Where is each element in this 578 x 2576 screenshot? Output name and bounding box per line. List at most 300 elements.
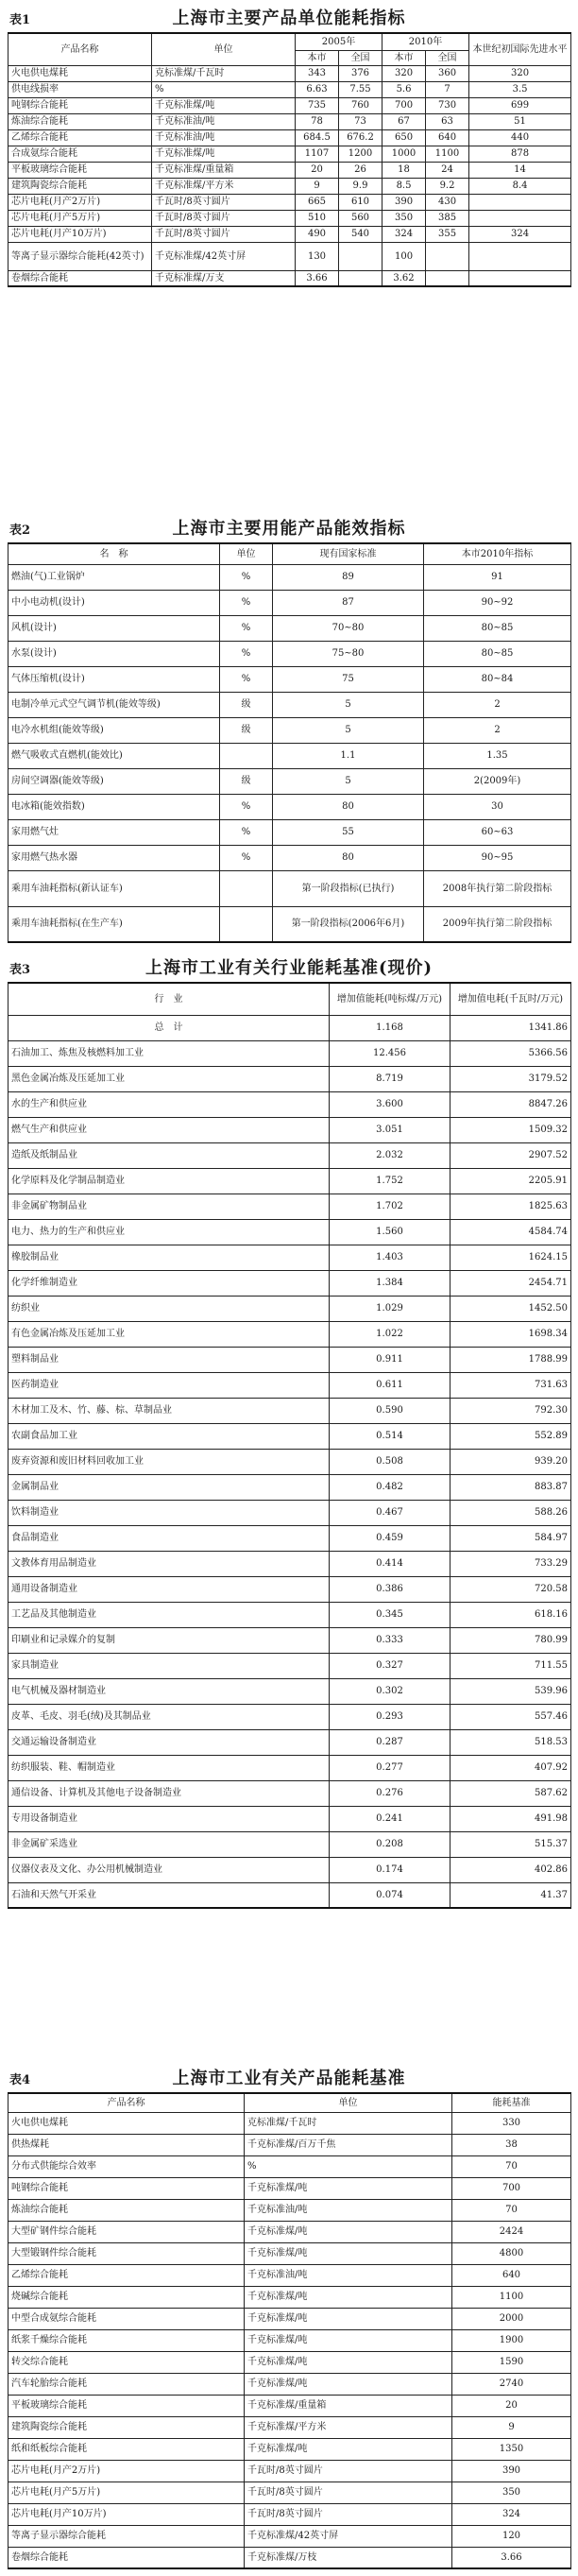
table1-section — [4, 0, 574, 287]
t3-cell-col2: 618.16 — [450, 1602, 571, 1627]
t2-cell-col3: 80~85 — [424, 641, 571, 666]
t4-cell-col1: 千克标准煤/万枝 — [245, 2547, 452, 2568]
t4-cell-col1: 千克标准煤/42英寸屏 — [245, 2525, 452, 2547]
t1-row — [8, 162, 571, 178]
t1-row — [8, 113, 571, 129]
t3-row — [8, 1831, 571, 1857]
t2-cell-col1: % — [220, 845, 273, 870]
t3-row — [8, 1347, 571, 1372]
t3-cell-col0: 橡胶制品业 — [8, 1245, 330, 1270]
t3-cell-col2: 711.55 — [450, 1653, 571, 1678]
t3-row — [8, 1117, 571, 1142]
t1-row — [8, 270, 571, 286]
t4-cell-col0: 分布式供能综合效率 — [8, 2155, 245, 2177]
t3-cell-col0: 塑料制品业 — [8, 1347, 330, 1372]
t1-cell-col1: 千克标准煤/万支 — [152, 270, 296, 286]
t3-cell-col0: 纺织业 — [8, 1296, 330, 1321]
t4-cell-col0: 汽车轮胎综合能耗 — [8, 2373, 245, 2395]
t3-cell-col0: 农副食品加工业 — [8, 1423, 330, 1449]
t2-cell-col2: 87 — [273, 590, 424, 615]
t4-cell-col1: 千克标准煤/吨 — [245, 2308, 452, 2329]
t1-cell-col0: 合成氨综合能耗 — [8, 146, 152, 162]
t3-cell-col2: 792.30 — [450, 1398, 571, 1423]
t1-cell-col0: 芯片电耗(月产2万片) — [8, 194, 152, 210]
t4-cell-col0: 烧碱综合能耗 — [8, 2286, 245, 2308]
t1-cell-col4: 390 — [382, 194, 426, 210]
t4-cell-col0: 芯片电耗(月产10万片) — [8, 2503, 245, 2525]
table1 — [8, 32, 571, 287]
t3-cell-col0: 化学纤维制造业 — [8, 1270, 330, 1296]
t1-cell-col3: 9.9 — [339, 178, 382, 194]
t4-row — [8, 2199, 571, 2221]
t1-cell-col4: 100 — [382, 242, 426, 270]
t3-cell-col0: 仪器仪表及文化、办公用机械制造业 — [8, 1857, 330, 1882]
t3-cell-col2: 3179.52 — [450, 1066, 571, 1091]
t4-cell-col1: 克标准煤/千瓦时 — [245, 2112, 452, 2134]
t1-cell-col6: 14 — [469, 162, 571, 178]
t1-cell-col3: 560 — [339, 210, 382, 226]
table3-body — [8, 1015, 571, 1908]
t3-cell-col0: 电力、热力的生产和供应业 — [8, 1219, 330, 1245]
t1-row — [8, 226, 571, 242]
t1-cell-col6 — [469, 194, 571, 210]
t1-cell-col1: 千瓦时/8英寸圆片 — [152, 194, 296, 210]
t4-cell-col2: 2424 — [452, 2221, 571, 2242]
t4-cell-col2: 120 — [452, 2525, 571, 2547]
t3-cell-col1: 0.386 — [330, 1576, 450, 1602]
t3-cell-col0: 皮革、毛皮、羽毛(绒)及其制品业 — [8, 1704, 330, 1729]
t2-row — [8, 641, 571, 666]
t2-cell-col3: 1.35 — [424, 743, 571, 768]
t3-cell-col2: 731.63 — [450, 1372, 571, 1398]
t1-header-2005: 2005年 — [296, 33, 382, 50]
table1-body — [8, 65, 571, 286]
t2-row — [8, 768, 571, 794]
t4-cell-col1: 千克标准煤/百万千焦 — [245, 2134, 452, 2155]
table1-title: 上海市主要产品单位能耗指标 — [172, 9, 406, 28]
t1-cell-col6: 699 — [469, 97, 571, 113]
t1-cell-col3 — [339, 270, 382, 286]
t3-row — [8, 1525, 571, 1551]
t3-cell-col0: 医药制造业 — [8, 1372, 330, 1398]
t4-row — [8, 2177, 571, 2199]
t1-cell-col2: 9 — [296, 178, 339, 194]
t4-cell-col2: 70 — [452, 2155, 571, 2177]
t3-row — [8, 1091, 571, 1117]
t3-cell-col2: 407.92 — [450, 1755, 571, 1780]
t1-cell-col0: 芯片电耗(月产5万片) — [8, 210, 152, 226]
t2-cell-col2: 第一阶段指标(已执行) — [273, 870, 424, 906]
t2-cell-col0: 电冷水机组(能效等级) — [8, 717, 220, 743]
t4-cell-col2: 640 — [452, 2264, 571, 2286]
t4-cell-col0: 转交综合能耗 — [8, 2351, 245, 2373]
t2-cell-col0: 乘用车油耗指标(在生产车) — [8, 906, 220, 942]
t2-cell-col2: 5 — [273, 692, 424, 717]
t2-cell-col2: 80 — [273, 845, 424, 870]
table4-body — [8, 2112, 571, 2568]
t4-cell-col2: 330 — [452, 2112, 571, 2134]
t1-cell-col6: 324 — [469, 226, 571, 242]
t3-row — [8, 1576, 571, 1602]
t4-cell-col2: 1350 — [452, 2438, 571, 2460]
t3-cell-col1: 1.560 — [330, 1219, 450, 1245]
t3-cell-col1: 0.482 — [330, 1474, 450, 1500]
t4-cell-col2: 2740 — [452, 2373, 571, 2395]
t2-cell-col1: % — [220, 794, 273, 819]
t3-cell-col1: 0.208 — [330, 1831, 450, 1857]
t1-cell-col6 — [469, 210, 571, 226]
t1-header-advanced: 本世纪初国际先进水平 — [469, 33, 571, 65]
t4-cell-col0: 吨钢综合能耗 — [8, 2177, 245, 2199]
t4-cell-col2: 9 — [452, 2416, 571, 2438]
t1-row — [8, 210, 571, 226]
t3-cell-col0: 化学原料及化学制品制造业 — [8, 1168, 330, 1194]
t1-cell-col5: 7 — [426, 81, 469, 97]
t3-cell-col1: 0.276 — [330, 1780, 450, 1806]
t2-row — [8, 794, 571, 819]
t3-cell-col1: 1.168 — [330, 1015, 450, 1040]
t3-cell-col1: 0.293 — [330, 1704, 450, 1729]
t1-header-unit: 单位 — [152, 33, 296, 65]
t4-row — [8, 2482, 571, 2503]
t1-cell-col4: 1000 — [382, 146, 426, 162]
t1-cell-col6: 51 — [469, 113, 571, 129]
t3-row — [8, 1474, 571, 1500]
t3-cell-col0: 印刷业和记录媒介的复制 — [8, 1627, 330, 1653]
t1-cell-col5 — [426, 270, 469, 286]
t3-cell-col1: 0.414 — [330, 1551, 450, 1576]
t1-cell-col1: 千瓦时/8英寸圆片 — [152, 226, 296, 242]
t3-cell-col2: 2205.91 — [450, 1168, 571, 1194]
t4-cell-col1: 千瓦时/8英寸圆片 — [245, 2460, 452, 2482]
t4-cell-col0: 大型锻钢件综合能耗 — [8, 2242, 245, 2264]
t4-row — [8, 2221, 571, 2242]
t3-cell-col0: 燃气生产和供应业 — [8, 1117, 330, 1142]
t3-cell-col0: 石油和天然气开采业 — [8, 1882, 330, 1908]
t3-cell-col0: 废弃资源和废旧材料回收加工业 — [8, 1449, 330, 1474]
table4-section — [4, 2060, 574, 2569]
t3-cell-col1: 8.719 — [330, 1066, 450, 1091]
t1-header-2010: 2010年 — [382, 33, 469, 50]
t4-cell-col0: 平板玻璃综合能耗 — [8, 2395, 245, 2416]
t3-cell-col0: 通信设备、计算机及其他电子设备制造业 — [8, 1780, 330, 1806]
t2-cell-col3: 2008年执行第二阶段指标 — [424, 870, 571, 906]
t1-cell-col5: 360 — [426, 65, 469, 81]
t2-row — [8, 870, 571, 906]
t1-cell-col4: 5.6 — [382, 81, 426, 97]
t1-row — [8, 65, 571, 81]
t3-row — [8, 1602, 571, 1627]
table2-title-row — [4, 510, 574, 542]
t1-cell-col4: 350 — [382, 210, 426, 226]
t3-cell-col2: 587.62 — [450, 1780, 571, 1806]
t2-cell-col1: 级 — [220, 692, 273, 717]
t4-cell-col0: 芯片电耗(月产5万片) — [8, 2482, 245, 2503]
t2-cell-col0: 燃气吸收式直燃机(能效比) — [8, 743, 220, 768]
t3-cell-col0: 总 计 — [8, 1015, 330, 1040]
t4-cell-col2: 70 — [452, 2199, 571, 2221]
t2-row — [8, 717, 571, 743]
t4-cell-col2: 1590 — [452, 2351, 571, 2373]
t4-cell-col2: 390 — [452, 2460, 571, 2482]
t1-cell-col0: 等离子显示器综合能耗(42英寸) — [8, 242, 152, 270]
t1-cell-col1: 千克标准煤/吨 — [152, 146, 296, 162]
table3-number: 表3 — [9, 963, 31, 977]
t1-cell-col5: 355 — [426, 226, 469, 242]
t1-cell-col1: 千克标准煤/平方米 — [152, 178, 296, 194]
t2-cell-col0: 风机(设计) — [8, 615, 220, 641]
t3-cell-col1: 0.590 — [330, 1398, 450, 1423]
t4-row — [8, 2503, 571, 2525]
t3-cell-col1: 1.403 — [330, 1245, 450, 1270]
t1-cell-col0: 吨钢综合能耗 — [8, 97, 152, 113]
t1-header-name: 产品名称 — [8, 33, 152, 65]
t4-cell-col1: 千克标准煤/平方米 — [245, 2416, 452, 2438]
t1-cell-col3: 26 — [339, 162, 382, 178]
t1-cell-col6 — [469, 270, 571, 286]
t1-cell-col6: 3.5 — [469, 81, 571, 97]
t3-header-energy: 增加值能耗(吨标煤/万元) — [330, 983, 450, 1015]
t2-cell-col0: 气体压缩机(设计) — [8, 666, 220, 692]
t1-cell-col1: 千克标准油/吨 — [152, 113, 296, 129]
t3-cell-col1: 0.459 — [330, 1525, 450, 1551]
t3-cell-col0: 交通运输设备制造业 — [8, 1729, 330, 1755]
t3-cell-col2: 552.89 — [450, 1423, 571, 1449]
t3-cell-col1: 12.456 — [330, 1040, 450, 1066]
t4-cell-col1: 千克标准煤/重量箱 — [245, 2395, 452, 2416]
t3-cell-col2: 1509.32 — [450, 1117, 571, 1142]
t3-row — [8, 1500, 571, 1525]
t1-cell-col5: 1100 — [426, 146, 469, 162]
t3-row — [8, 1729, 571, 1755]
t1-cell-col1: 千克标准煤/42英寸屏 — [152, 242, 296, 270]
t4-cell-col2: 4800 — [452, 2242, 571, 2264]
t4-row — [8, 2242, 571, 2264]
t2-cell-col1: % — [220, 615, 273, 641]
t2-row — [8, 819, 571, 845]
t4-row — [8, 2155, 571, 2177]
t3-row — [8, 1423, 571, 1449]
t1-cell-col3: 540 — [339, 226, 382, 242]
t2-cell-col0: 乘用车油耗指标(新认证车) — [8, 870, 220, 906]
t1-cell-col3: 676.2 — [339, 129, 382, 146]
t1-cell-col6: 8.4 — [469, 178, 571, 194]
t3-row — [8, 1194, 571, 1219]
t3-cell-col2: 588.26 — [450, 1500, 571, 1525]
t4-cell-col0: 纸和纸板综合能耗 — [8, 2438, 245, 2460]
t2-cell-col2: 5 — [273, 717, 424, 743]
t1-cell-col1: 千克标准油/吨 — [152, 129, 296, 146]
t3-row — [8, 1678, 571, 1704]
t4-cell-col2: 2000 — [452, 2308, 571, 2329]
t1-cell-col3: 760 — [339, 97, 382, 113]
t4-header-unit: 单位 — [245, 2093, 452, 2112]
t1-cell-col0: 乙烯综合能耗 — [8, 129, 152, 146]
t1-cell-col2: 3.66 — [296, 270, 339, 286]
t1-cell-col0: 平板玻璃综合能耗 — [8, 162, 152, 178]
t1-cell-col0: 炼油综合能耗 — [8, 113, 152, 129]
t3-cell-col0: 纺织服装、鞋、帽制造业 — [8, 1755, 330, 1780]
t2-cell-col1: % — [220, 819, 273, 845]
t3-cell-col1: 0.287 — [330, 1729, 450, 1755]
t1-cell-col5: 730 — [426, 97, 469, 113]
t4-cell-col0: 炼油综合能耗 — [8, 2199, 245, 2221]
t2-cell-col2: 75~80 — [273, 641, 424, 666]
t1-cell-col6: 440 — [469, 129, 571, 146]
t2-cell-col2: 第一阶段指标(2006年6月) — [273, 906, 424, 942]
t1-cell-col0: 卷烟综合能耗 — [8, 270, 152, 286]
t3-row — [8, 1372, 571, 1398]
table2-title: 上海市主要用能产品能效指标 — [172, 519, 406, 539]
t2-cell-col3: 91 — [424, 564, 571, 590]
t3-cell-col0: 工艺品及其他制造业 — [8, 1602, 330, 1627]
t3-cell-col2: 518.53 — [450, 1729, 571, 1755]
t3-row — [8, 1168, 571, 1194]
t3-cell-col2: 733.29 — [450, 1551, 571, 1576]
t3-cell-col0: 木材加工及木、竹、藤、棕、草制品业 — [8, 1398, 330, 1423]
t2-cell-col3: 80~84 — [424, 666, 571, 692]
t2-row — [8, 615, 571, 641]
t2-row — [8, 666, 571, 692]
t4-cell-col2: 700 — [452, 2177, 571, 2199]
t1-cell-col6: 878 — [469, 146, 571, 162]
t1-cell-col2: 1107 — [296, 146, 339, 162]
t2-cell-col2: 5 — [273, 768, 424, 794]
t3-row — [8, 1296, 571, 1321]
t3-cell-col1: 0.277 — [330, 1755, 450, 1780]
t1-cell-col4: 67 — [382, 113, 426, 129]
t3-cell-col2: 1825.63 — [450, 1194, 571, 1219]
t1-cell-col5: 63 — [426, 113, 469, 129]
t2-header-national: 现有国家标准 — [273, 543, 424, 564]
t2-cell-col3: 2(2009年) — [424, 768, 571, 794]
t1-cell-col1: 千克标准煤/吨 — [152, 97, 296, 113]
t2-cell-col3: 30 — [424, 794, 571, 819]
t1-cell-col2: 684.5 — [296, 129, 339, 146]
t3-row — [8, 1704, 571, 1729]
t4-row — [8, 2329, 571, 2351]
t1-row — [8, 194, 571, 210]
t3-cell-col2: 491.98 — [450, 1806, 571, 1831]
t1-cell-col2: 6.63 — [296, 81, 339, 97]
t1-header-2005-city: 本市 — [296, 50, 339, 65]
t3-row — [8, 1398, 571, 1423]
t3-cell-col2: 2907.52 — [450, 1142, 571, 1168]
t4-cell-col0: 火电供电煤耗 — [8, 2112, 245, 2134]
t4-cell-col1: 千克标准煤/吨 — [245, 2438, 452, 2460]
t4-cell-col2: 3.66 — [452, 2547, 571, 2568]
t2-cell-col3: 60~63 — [424, 819, 571, 845]
t1-cell-col3: 73 — [339, 113, 382, 129]
t3-row — [8, 1015, 571, 1040]
t1-cell-col2: 510 — [296, 210, 339, 226]
t3-cell-col1: 0.241 — [330, 1806, 450, 1831]
t1-cell-col2: 20 — [296, 162, 339, 178]
t2-cell-col2: 75 — [273, 666, 424, 692]
t4-cell-col2: 350 — [452, 2482, 571, 2503]
t4-row — [8, 2134, 571, 2155]
t3-row — [8, 1142, 571, 1168]
t2-cell-col2: 70~80 — [273, 615, 424, 641]
t2-cell-col1: % — [220, 641, 273, 666]
t3-row — [8, 1449, 571, 1474]
t3-cell-col2: 5366.56 — [450, 1040, 571, 1066]
t2-cell-col3: 80~85 — [424, 615, 571, 641]
t3-cell-col0: 非金属矿物制品业 — [8, 1194, 330, 1219]
t1-cell-col2: 343 — [296, 65, 339, 81]
t2-cell-col2: 80 — [273, 794, 424, 819]
t1-cell-col5: 640 — [426, 129, 469, 146]
t4-cell-col2: 38 — [452, 2134, 571, 2155]
table3-title: 上海市工业有关行业能耗基准(现价) — [144, 958, 434, 978]
t1-cell-col2: 78 — [296, 113, 339, 129]
t2-cell-col1 — [220, 906, 273, 942]
t3-row — [8, 1270, 571, 1296]
t3-cell-col0: 石油加工、炼焦及核燃料加工业 — [8, 1040, 330, 1066]
t2-row — [8, 692, 571, 717]
t3-cell-col2: 402.86 — [450, 1857, 571, 1882]
t2-cell-col1: % — [220, 590, 273, 615]
t4-row — [8, 2395, 571, 2416]
t3-header-industry: 行 业 — [8, 983, 330, 1015]
t1-row — [8, 178, 571, 194]
t3-cell-col1: 3.051 — [330, 1117, 450, 1142]
t3-cell-col0: 饮料制造业 — [8, 1500, 330, 1525]
t1-cell-col4: 3.62 — [382, 270, 426, 286]
table4 — [8, 2092, 571, 2569]
t4-cell-col0: 建筑陶瓷综合能耗 — [8, 2416, 245, 2438]
t1-cell-col4: 324 — [382, 226, 426, 242]
table1-number: 表1 — [9, 13, 31, 27]
t2-cell-col2: 1.1 — [273, 743, 424, 768]
t2-cell-col1: 级 — [220, 717, 273, 743]
t2-cell-col0: 房间空调器(能效等级) — [8, 768, 220, 794]
t3-row — [8, 1755, 571, 1780]
table2-section — [4, 510, 574, 943]
t1-cell-col1: 千瓦时/8英寸圆片 — [152, 210, 296, 226]
t1-cell-col4: 8.5 — [382, 178, 426, 194]
t4-cell-col0: 卷烟综合能耗 — [8, 2547, 245, 2568]
t3-cell-col0: 非金属矿采选业 — [8, 1831, 330, 1857]
t4-row — [8, 2264, 571, 2286]
t1-cell-col0: 火电供电煤耗 — [8, 65, 152, 81]
t1-cell-col0: 供电线损率 — [8, 81, 152, 97]
t2-cell-col0: 家用燃气热水器 — [8, 845, 220, 870]
t3-cell-col1: 0.345 — [330, 1602, 450, 1627]
t3-row — [8, 1627, 571, 1653]
t3-row — [8, 1321, 571, 1347]
t4-row — [8, 2416, 571, 2438]
t4-row — [8, 2373, 571, 2395]
t3-cell-col2: 539.96 — [450, 1678, 571, 1704]
t3-row — [8, 1040, 571, 1066]
t2-header-unit: 单位 — [220, 543, 273, 564]
t2-cell-col3: 2 — [424, 717, 571, 743]
t1-cell-col5: 385 — [426, 210, 469, 226]
t2-row — [8, 743, 571, 768]
t3-row — [8, 1245, 571, 1270]
table2 — [8, 542, 571, 943]
t3-cell-col1: 1.702 — [330, 1194, 450, 1219]
t4-cell-col0: 乙烯综合能耗 — [8, 2264, 245, 2286]
t1-header-2010-city: 本市 — [382, 50, 426, 65]
t4-cell-col1: 千克标准煤/吨 — [245, 2286, 452, 2308]
t3-row — [8, 1806, 571, 1831]
t3-cell-col1: 0.302 — [330, 1678, 450, 1704]
t4-cell-col2: 1900 — [452, 2329, 571, 2351]
t3-cell-col1: 0.611 — [330, 1372, 450, 1398]
t2-header-city-2010: 本市2010年指标 — [424, 543, 571, 564]
